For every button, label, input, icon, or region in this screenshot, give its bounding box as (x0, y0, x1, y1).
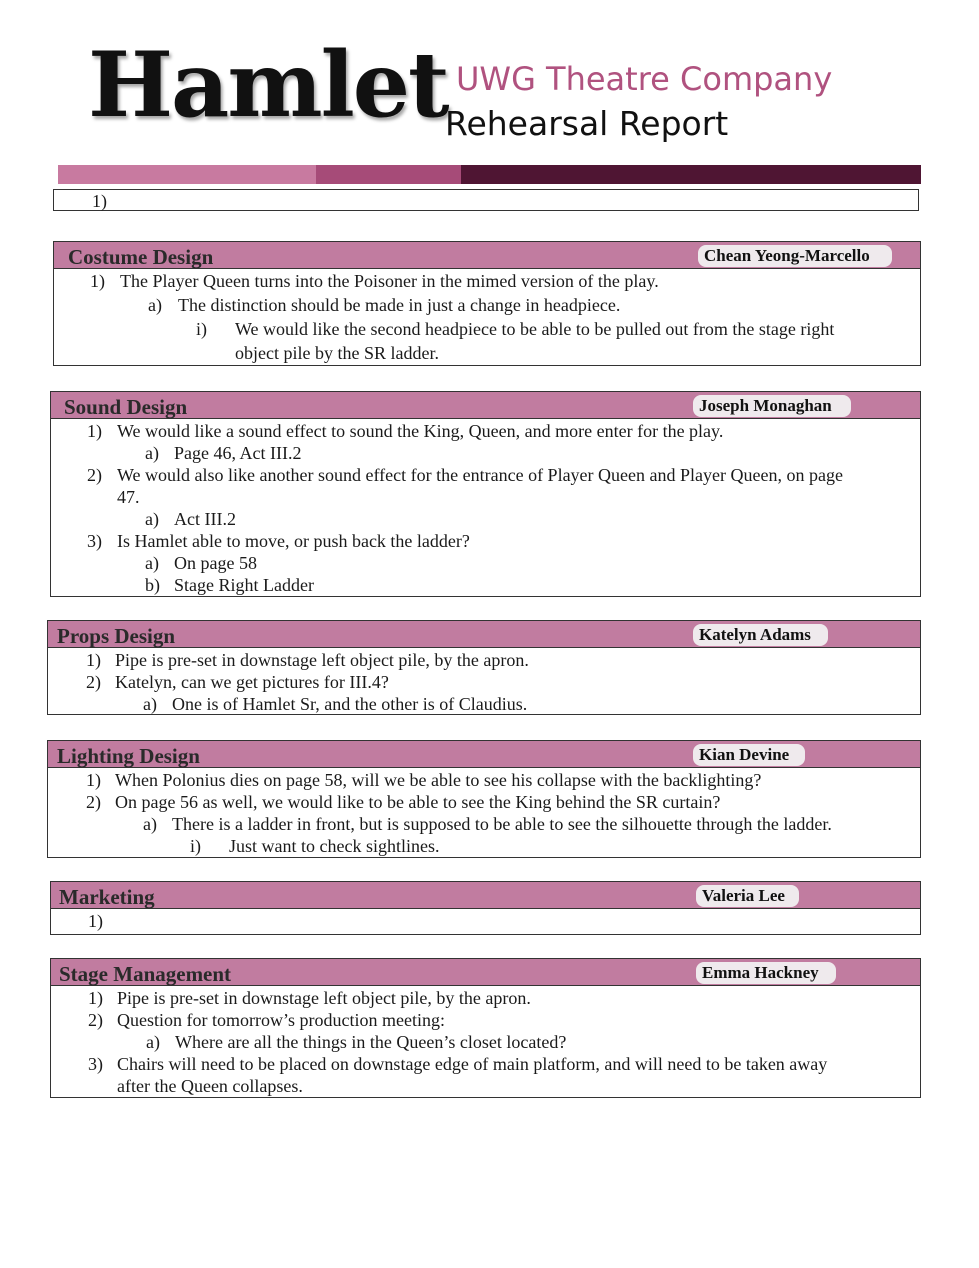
list-item: 1) Pipe is pre-set in downstage left object pile, by the apron. (86, 650, 529, 670)
list-item: 2) Katelyn, can we get pictures for III.4? (86, 672, 389, 692)
list-item: 3) Chairs will need to be placed on downstage edge of main platform, and will need to be taken away (88, 1054, 828, 1074)
props-design-section (47, 620, 921, 715)
section-body (48, 768, 920, 857)
list-item: 1) (88, 911, 103, 931)
list-item: b) Stage Right Ladder (145, 575, 314, 595)
list-item: 2) Question for tomorrow’s production meeting: (88, 1010, 445, 1030)
color-bar-segment-medium (316, 165, 461, 184)
list-item: a) Where are all the things in the Queen’s closet located? (146, 1032, 567, 1052)
section-contact-name: Valeria Lee (696, 885, 799, 907)
list-item: 47. (117, 487, 140, 507)
section-body (51, 909, 920, 932)
list-item: 3) Is Hamlet able to move, or push back the ladder? (87, 531, 470, 551)
marketing-section (50, 881, 921, 935)
section-title: Props Design (57, 624, 176, 648)
section-header (54, 242, 920, 269)
costume-design-section (53, 241, 921, 366)
section-contact-name: Kian Devine (693, 744, 805, 766)
sound-design-section (50, 391, 921, 597)
section-body (51, 986, 920, 1097)
section-title: Costume Design (68, 245, 214, 269)
lighting-design-section (47, 740, 921, 858)
report-title: Rehearsal Report (445, 104, 729, 143)
list-item: a) The distinction should be made in just a change in headpiece. (148, 295, 621, 315)
list-item: a) One is of Hamlet Sr, and the other is of Claudius. (143, 694, 528, 714)
list-item: i) We would like the second headpiece to be able to be pulled out from the stage right (196, 319, 835, 339)
list-item: 2) We would also like another sound effect for the entrance of Player Queen and Player Queen, on page (87, 465, 843, 485)
section-header (51, 392, 920, 419)
list-item: after the Queen collapses. (117, 1076, 303, 1096)
list-item: a) Act III.2 (145, 509, 236, 529)
section-contact-name: Joseph Monaghan (693, 395, 851, 417)
header-color-bar (58, 165, 921, 184)
list-item: 1) The Player Queen turns into the Poisoner in the mimed version of the play. (90, 271, 659, 291)
section-body (51, 419, 920, 596)
list-item: 1) Pipe is pre-set in downstage left object pile, by the apron. (88, 988, 531, 1008)
section-contact-name: Emma Hackney (696, 962, 836, 984)
list-item: a) There is a ladder in front, but is supposed to be able to see the silhouette through the ladder. (143, 814, 832, 834)
color-bar-segment-dark (461, 165, 921, 184)
hamlet-logo: Hamlet (88, 32, 448, 138)
section-title: Marketing (59, 885, 155, 909)
list-item: object pile by the SR ladder. (235, 343, 439, 363)
section-body (48, 648, 920, 715)
section-contact-name: Chean Yeong-Marcello (698, 245, 892, 267)
general-notes-box (53, 189, 919, 211)
list-item: 2) On page 56 as well, we would like to be able to see the King behind the SR curtain? (86, 792, 721, 812)
list-item: a) Page 46, Act III.2 (145, 443, 302, 463)
list-item: 1) When Polonius dies on page 58, will we be able to see his collapse with the backlighting? (86, 770, 762, 790)
section-contact-name: Katelyn Adams (693, 624, 828, 646)
section-title: Stage Management (59, 962, 232, 986)
company-name: UWG Theatre Company (456, 60, 833, 98)
section-header (48, 621, 920, 648)
section-header (48, 741, 920, 768)
section-body (54, 269, 920, 366)
section-title: Lighting Design (57, 744, 200, 768)
color-bar-segment-light (58, 165, 316, 184)
stage-management-section (50, 958, 921, 1098)
general-notes-item-label: 1) (92, 191, 107, 211)
section-header (51, 882, 920, 909)
list-item: 1) We would like a sound effect to sound the King, Queen, and more enter for the play. (87, 421, 724, 441)
section-title: Sound Design (64, 395, 188, 419)
list-item: a) On page 58 (145, 553, 257, 573)
list-item: i) Just want to check sightlines. (190, 836, 440, 856)
section-header (51, 959, 920, 986)
